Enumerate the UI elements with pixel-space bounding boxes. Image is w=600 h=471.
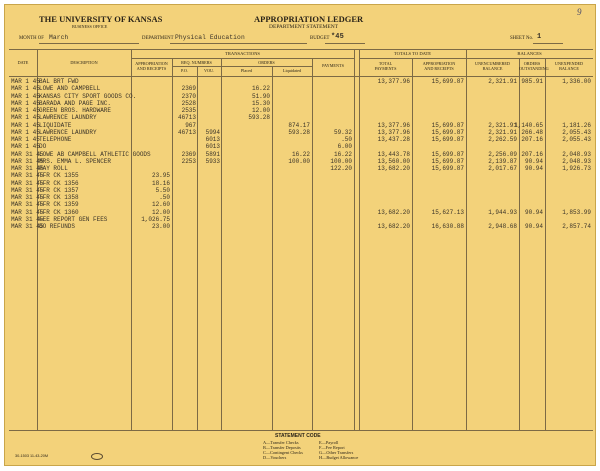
code-d: D—Vouchers bbox=[263, 455, 287, 460]
ledger-title: APPROPRIATION LEDGER bbox=[254, 14, 364, 24]
cell-unencumbered: 1,944.93 bbox=[488, 208, 517, 216]
table-top-rule bbox=[9, 49, 593, 50]
cell-po: 2535 bbox=[181, 107, 196, 114]
outstanding-line2: OUTSTANDING bbox=[519, 66, 549, 71]
cell-desc: LAWRENCE LAUNDRY bbox=[39, 114, 97, 122]
col-rule-total-approp bbox=[466, 49, 467, 430]
cell-total-payments: 13,437.28 bbox=[377, 136, 410, 143]
code-e: E—Payroll bbox=[319, 440, 339, 445]
cell-unencumbered: 2,321.91 bbox=[488, 78, 517, 85]
cell-desc: LOWE AB CAMPBELL ATHLETIC GOODS bbox=[39, 150, 151, 158]
cell-approp: 23.95 bbox=[151, 172, 170, 180]
col-rule-payments bbox=[354, 49, 355, 430]
month-label: MONTH OF bbox=[19, 36, 44, 41]
outstanding-line1: ORDERS bbox=[523, 61, 541, 66]
cell-unencumbered: 2,262.59 bbox=[488, 136, 517, 143]
cell-date: MAR 1 45 bbox=[11, 78, 40, 85]
cell-unexpended: 2,055.43 bbox=[562, 128, 591, 136]
budget-underline bbox=[325, 43, 365, 44]
corner-handwritten-mark: 9 bbox=[577, 7, 582, 17]
col-header-vou: VOU. bbox=[203, 68, 215, 73]
sheet-number-value: 1 bbox=[537, 33, 542, 41]
cell-outstanding: 90.94 bbox=[524, 165, 543, 172]
col-header-orders: ORDERS bbox=[258, 60, 275, 65]
department-label: DEPARTMENT bbox=[142, 36, 174, 41]
cell-unencumbered: 2,017.67 bbox=[488, 165, 517, 172]
cell-date: MAR 31 45 bbox=[11, 223, 44, 230]
cell-total-approp: 15,699.87 bbox=[431, 121, 464, 129]
col-header-total-payments bbox=[359, 61, 412, 71]
cell-placed: 15.30 bbox=[251, 99, 270, 107]
cell-total-payments: 13,682.20 bbox=[377, 165, 410, 172]
cell-unencumbered: 2,948.68 bbox=[488, 223, 517, 230]
totals-balances-rule bbox=[359, 58, 593, 59]
cell-approp: .50 bbox=[159, 194, 170, 201]
cell-date: MAR 31 45 bbox=[11, 215, 44, 223]
cell-placed: 51.90 bbox=[251, 92, 270, 100]
cell-date: MAR 1 45 bbox=[11, 143, 40, 151]
cell-desc: GREEN BROS. HARDWARE bbox=[39, 107, 112, 114]
unencumbered-line2: BALANCE bbox=[482, 66, 503, 71]
cell-po: 2370 bbox=[181, 92, 196, 100]
cell-unexpended: 2,048.93 bbox=[562, 157, 591, 165]
month-underline bbox=[39, 43, 139, 44]
ledger-subtitle: DEPARTMENT STATEMENT bbox=[269, 24, 339, 30]
sheet-underline bbox=[533, 43, 563, 44]
cell-date: MAR 31 45 bbox=[11, 172, 44, 180]
cell-liquidated: 100.00 bbox=[288, 157, 310, 165]
code-a: A—Transfer Checks bbox=[263, 440, 299, 445]
code-f: F—Fee Report bbox=[319, 445, 345, 450]
col-header-transactions: TRANSACTIONS bbox=[225, 51, 260, 56]
cell-unexpended: 2,857.74 bbox=[562, 223, 591, 230]
cell-unencumbered: 2,256.09 bbox=[488, 150, 517, 158]
req-orders-rule bbox=[172, 66, 312, 67]
code-b: B—Transfer Deposits bbox=[263, 445, 301, 450]
cell-vou: 6013 bbox=[205, 136, 220, 143]
col-rule-total-payments bbox=[412, 58, 413, 430]
cell-date: MAR 31 45 bbox=[11, 165, 44, 172]
cell-approp: 12.00 bbox=[151, 208, 170, 216]
code-h: H—Budget Allowance bbox=[319, 455, 359, 460]
cell-vou: 5891 bbox=[205, 150, 220, 158]
cell-date: MAR 31 45 bbox=[11, 201, 44, 209]
unexpended-line1: UNEXPENDED bbox=[554, 61, 584, 66]
col-rule-double bbox=[359, 49, 360, 430]
cell-approp: 5.50 bbox=[155, 186, 170, 194]
approp-receipts-line1: APPROPRIATION bbox=[135, 61, 168, 66]
cell-desc: TFR CK 1355 bbox=[39, 172, 79, 180]
cell-unexpended: 1,336.00 bbox=[562, 78, 591, 85]
cell-po: 2253 bbox=[181, 157, 196, 165]
cell-unexpended: 1,926.73 bbox=[562, 165, 591, 172]
cell-desc: LAWRENCE LAUNDRY bbox=[39, 128, 97, 136]
col-header-date: DATE bbox=[17, 60, 29, 65]
cell-desc: TFR CK 1358 bbox=[39, 194, 79, 201]
cell-desc: BAL BRT FWD bbox=[39, 78, 79, 85]
col-header-totals-to-date: TOTALS TO DATE bbox=[393, 51, 432, 56]
cell-unexpended: 2,055.43 bbox=[562, 136, 591, 143]
form-number: 30-1503 11-43-20M bbox=[15, 454, 49, 458]
cell-liquidated: 593.28 bbox=[288, 128, 310, 136]
cell-desc: DO bbox=[39, 143, 47, 151]
col-header-unexpended bbox=[545, 61, 593, 71]
statement-code-right bbox=[319, 440, 358, 460]
col-header-approp-receipts bbox=[131, 61, 172, 71]
col-header-payments: PAYMENTS bbox=[322, 63, 344, 68]
cell-total-approp: 16,630.88 bbox=[431, 223, 464, 230]
col-rule-liquidated bbox=[312, 58, 313, 430]
cell-total-approp: 15,627.13 bbox=[431, 208, 464, 216]
cell-desc: TFR CK 1357 bbox=[39, 186, 79, 194]
cell-date: MAR 31 45 bbox=[11, 150, 44, 158]
cell-date: MAR 1 45 bbox=[11, 107, 40, 114]
cell-outstanding: 1,140.65 bbox=[514, 121, 543, 129]
cell-unencumbered: 2,321.91 bbox=[488, 121, 517, 129]
cell-date: MAR 31 45 bbox=[11, 208, 44, 216]
transactions-rule bbox=[131, 58, 354, 59]
cell-total-payments: 13,377.96 bbox=[377, 121, 410, 129]
cell-total-payments: 13,682.20 bbox=[377, 208, 410, 216]
department-value: Physical Education bbox=[175, 34, 245, 41]
university-name: THE UNIVERSITY OF KANSAS bbox=[39, 14, 163, 24]
cell-unencumbered: 2,139.87 bbox=[488, 157, 517, 165]
cell-outstanding: 90.94 bbox=[524, 208, 543, 216]
ledger-sheet bbox=[4, 4, 596, 466]
cell-payments: 59.32 bbox=[333, 128, 352, 136]
col-header-orders-outstanding bbox=[519, 61, 549, 71]
cell-date: MAR 1 45 bbox=[11, 128, 40, 136]
header-bottom-rule bbox=[9, 76, 593, 77]
cell-payments: 100.00 bbox=[330, 157, 352, 165]
cell-outstanding: 266.48 bbox=[521, 128, 543, 136]
statement-code-title: STATEMENT CODE bbox=[275, 433, 321, 439]
cell-date: MAR 31 45 bbox=[11, 186, 44, 194]
cell-payments: 122.20 bbox=[330, 165, 352, 172]
cell-outstanding: 207.16 bbox=[521, 136, 543, 143]
cell-vou: 5994 bbox=[205, 128, 220, 136]
cell-payments: .50 bbox=[341, 136, 352, 143]
code-c: C—Contingent Checks bbox=[263, 450, 303, 455]
unexpended-line2: BALANCE bbox=[559, 66, 579, 71]
cell-total-approp: 15,699.87 bbox=[431, 165, 464, 172]
cell-desc: KANSAS CITY SPORT GOODS CO. bbox=[39, 92, 137, 100]
sheet-number-label: SHEET No. bbox=[510, 36, 534, 41]
cell-po: 46713 bbox=[177, 128, 196, 136]
cell-unencumbered: 2,321.91 bbox=[488, 128, 517, 136]
col-header-po: P.O. bbox=[181, 68, 188, 73]
cell-date: MAR 1 45 bbox=[11, 92, 40, 100]
cell-desc: LOWE AND CAMPBELL bbox=[39, 85, 101, 93]
approp-total-line1: APPROPRIATION bbox=[422, 61, 456, 66]
cell-approp: 1,026.75 bbox=[141, 215, 170, 223]
cell-outstanding: 207.16 bbox=[521, 150, 543, 158]
cell-po: 2369 bbox=[181, 85, 196, 93]
cell-liquidated: 16.22 bbox=[291, 150, 310, 158]
cell-liquidated: 874.17 bbox=[288, 121, 310, 129]
col-header-liquidated: Liquidated bbox=[282, 68, 302, 73]
cell-outstanding: 985.91 bbox=[521, 78, 543, 85]
business-office-label: BUSINESS OFFICE bbox=[72, 24, 108, 29]
cell-desc: BARADA AND PAGE INC. bbox=[39, 99, 112, 107]
cell-date: MAR 1 45 bbox=[11, 99, 40, 107]
cell-desc: TELEPHONE bbox=[39, 136, 72, 143]
cell-total-approp: 15,699.87 bbox=[431, 157, 464, 165]
month-value: March bbox=[49, 34, 69, 41]
col-header-placed: Placed bbox=[240, 68, 253, 73]
cell-placed: 16.22 bbox=[251, 85, 270, 93]
cell-desc: TFR CK 1359 bbox=[39, 201, 79, 209]
cell-approp: 23.00 bbox=[151, 223, 170, 230]
budget-label: BUDGET bbox=[310, 36, 330, 41]
cell-approp: 18.16 bbox=[151, 179, 170, 187]
cell-po: 2369 bbox=[181, 150, 196, 158]
cell-date: MAR 1 45 bbox=[11, 136, 40, 143]
col-header-approp-receipts-total bbox=[412, 61, 466, 71]
union-label-icon bbox=[91, 453, 103, 460]
cell-total-payments: 13,560.00 bbox=[377, 157, 410, 165]
cell-desc: FEE REPORT GEN FEES bbox=[39, 215, 108, 223]
cell-desc: PAY ROLL bbox=[39, 165, 68, 172]
cell-total-payments: 13,377.96 bbox=[377, 78, 410, 85]
cell-vou: 6013 bbox=[205, 143, 220, 151]
cell-placed: 593.28 bbox=[248, 114, 270, 122]
cell-unexpended: 1,181.26 bbox=[562, 121, 591, 129]
cell-unexpended: 2,048.93 bbox=[562, 150, 591, 158]
cell-desc: DO REFUNDS bbox=[39, 223, 76, 230]
cell-placed: 12.00 bbox=[251, 107, 270, 114]
table-bottom-rule bbox=[9, 430, 593, 431]
col-rule-outstanding bbox=[545, 58, 546, 430]
cell-desc: TFR CK 1356 bbox=[39, 179, 79, 187]
cell-date: MAR 31 45 bbox=[11, 179, 44, 187]
col-header-balances: BALANCES bbox=[517, 51, 542, 56]
cell-desc: TFR CK 1360 bbox=[39, 208, 79, 216]
cell-approp: 12.60 bbox=[151, 201, 170, 209]
approp-receipts-line2: AND RECEIPTS bbox=[136, 66, 167, 71]
cell-total-approp: 15,699.87 bbox=[431, 128, 464, 136]
cell-date: MAR 1 45 bbox=[11, 85, 40, 93]
cell-total-payments: 13,682.20 bbox=[377, 223, 410, 230]
code-g: G—Other Transfers bbox=[319, 450, 354, 455]
col-header-req-numbers: REQ. NUMBERS bbox=[181, 60, 212, 65]
cell-desc: MRS. EMMA L. SPENCER bbox=[39, 157, 112, 165]
cell-date: MAR 1 45 bbox=[11, 114, 40, 122]
total-payments-line2: PAYMENTS bbox=[374, 66, 397, 71]
cell-total-approp: 15,699.87 bbox=[431, 150, 464, 158]
cell-outstanding: 90.94 bbox=[524, 223, 543, 230]
cell-total-payments: 13,377.96 bbox=[377, 128, 410, 136]
budget-value: *45 bbox=[331, 33, 344, 41]
col-rule-unencumbered bbox=[519, 58, 520, 430]
approp-total-line2: AND RECEIPTS bbox=[424, 66, 454, 71]
cell-total-approp: 15,699.87 bbox=[431, 78, 464, 85]
department-underline bbox=[170, 43, 307, 44]
cell-unexpended: 1,853.99 bbox=[562, 208, 591, 216]
cell-po: 2528 bbox=[181, 99, 196, 107]
col-header-description: DESCRIPTION bbox=[70, 60, 98, 65]
cell-total-payments: 13,443.78 bbox=[377, 150, 410, 158]
cell-payments: 6.00 bbox=[337, 143, 352, 151]
unencumbered-line1: UNENCUMBERED bbox=[475, 61, 510, 66]
cell-payments: 16.22 bbox=[333, 150, 352, 158]
cell-po: 46713 bbox=[177, 114, 196, 122]
cell-total-approp: 15,699.87 bbox=[431, 136, 464, 143]
col-header-unencumbered bbox=[466, 61, 519, 71]
statement-code-left bbox=[263, 440, 303, 460]
cell-vou: 5933 bbox=[205, 157, 220, 165]
cell-date: MAR 31 45 bbox=[11, 157, 44, 165]
cell-date: MAR 31 45 bbox=[11, 194, 44, 201]
cell-date: MAR 1 45 bbox=[11, 121, 40, 129]
cell-po: 967 bbox=[185, 121, 196, 129]
total-payments-line1: TOTAL bbox=[378, 61, 393, 66]
cell-outstanding: 90.94 bbox=[524, 157, 543, 165]
cell-desc: LIQUIDATE bbox=[39, 121, 72, 129]
